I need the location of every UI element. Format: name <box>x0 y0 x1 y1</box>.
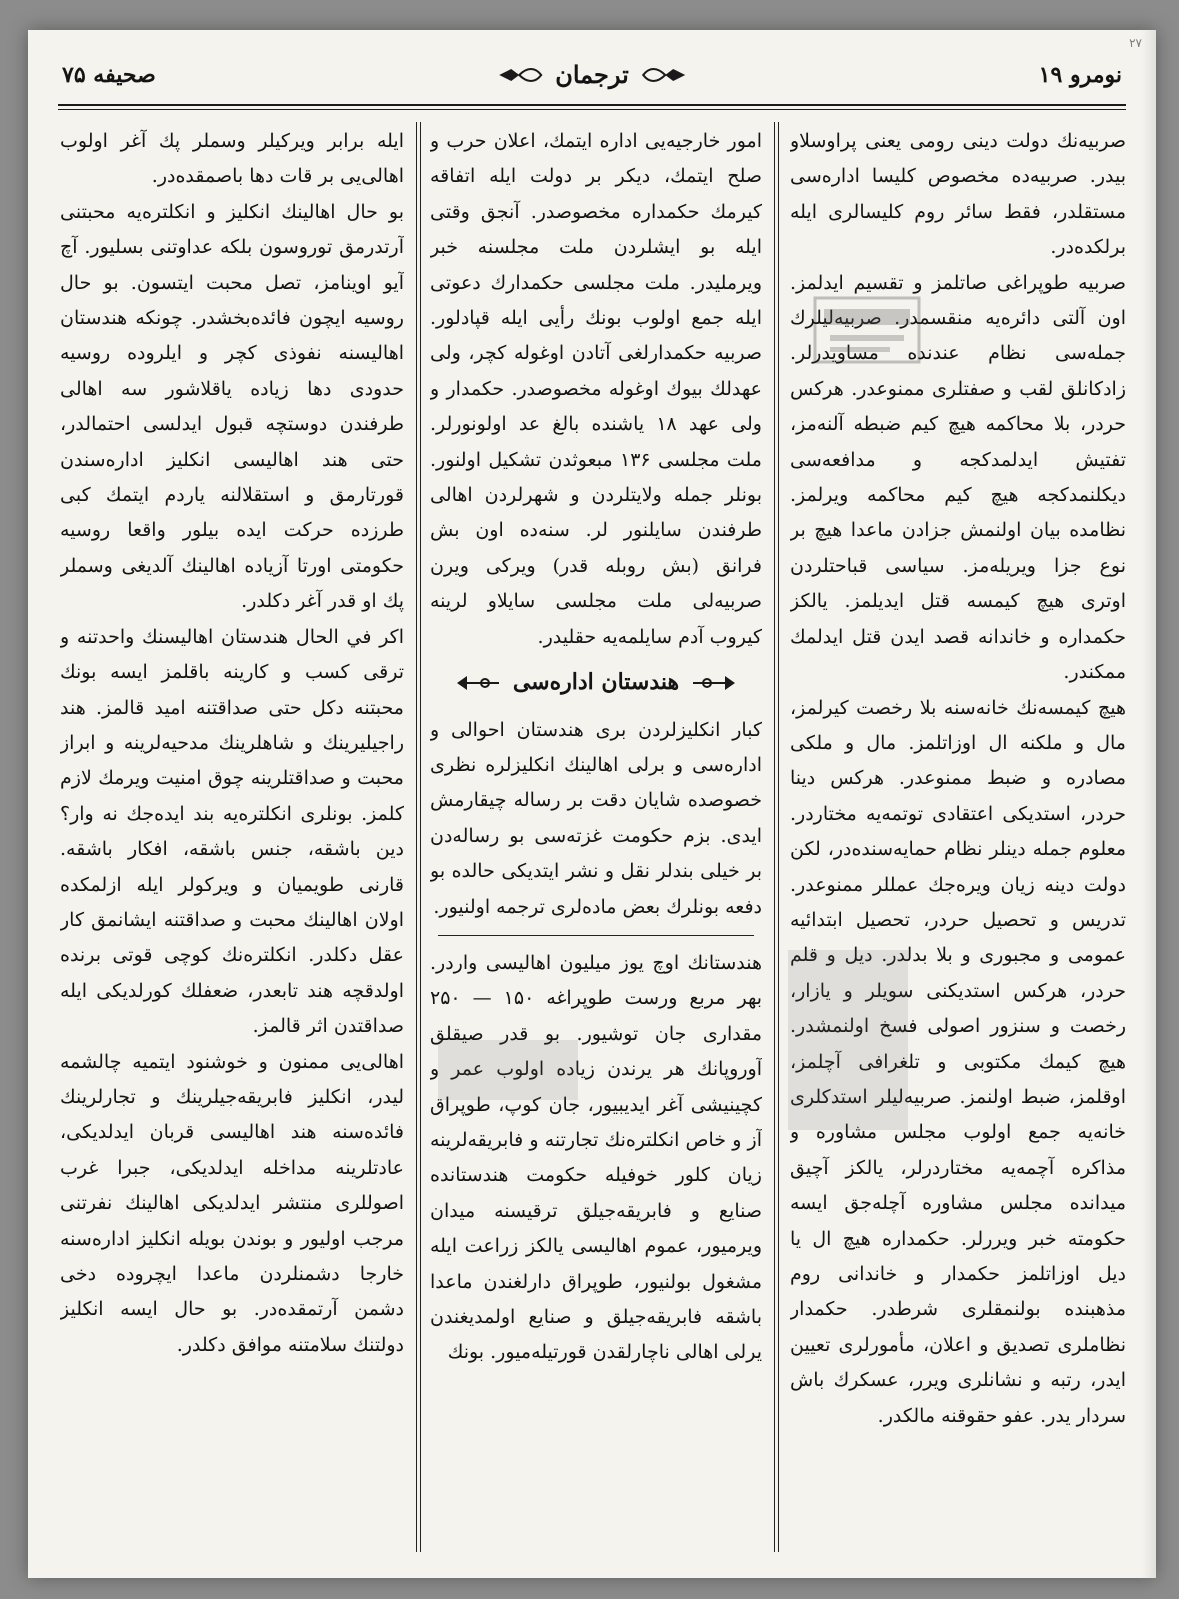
paragraph-separator <box>438 935 754 936</box>
section-title: هندستان اداره‌سى <box>512 669 680 696</box>
paragraph: ايله برابر ويركيلر وسملر پك آغر اولوب اهالى‌يى بر قات دها باصمقده‌در. <box>60 130 404 188</box>
paragraph: كبار انكليزلردن برى هندستان احوالى و اداره‌سى و برلى اهالينك انكليزلره نظرى خصوصده شايان دقت بر رساله چيقارمش ايدى. بزم حكومت غزته‌سى بو رساله‌دن بر خيلى بندلر نقل و نشر ايتديكى حالده بو دفعه بونلرك بعض ماده‌لرى ترجمه اولنيور. <box>430 718 762 918</box>
paragraph: هندستانك اوچ يوز ميليون اهاليسى واردر. بهر مربع ورست طوپراغه ۱۵۰ — ۲۵۰ مقدارى جان توشيور. بو قدر صيقلق آوروپانك هر يرندن زياده اولوب عمر و كچينيشى آغر ايديبيور، جان كوپ، طوپراق آز و خاص انكلتره‌نك تجارتنه و فابريقه‌لرينه زيان كلور خوفيله حكومت هندستانده صنايع و فابريقه‌جيلق ترقيسنه ميدان ويرميور، عموم اهاليسى يالكز زراعت ايله مشغول بولنيور، طوپراق دارلغندن ماعدا باشقه فابريقه‌جيلق و صنايع اولمديغندن يرلى اهالى ناچارلقدن قورتيله‌ميور. بونك <box>430 951 762 1364</box>
masthead-rule <box>58 104 1126 106</box>
section-heading <box>430 665 762 700</box>
paragraph: هيچ كيمسه‌نك خانه‌سنه بلا رخصت كيرلمز، مال و ملكنه ال اوزاتلمز. مال و ملكى مصادره و ضبط ممنوعدر. هركس دينا حردر، استديكى اعتقادى توتمه‌يه مختاردر. معلوم جمله دينلر نظام حمايه‌سنده‌در، لكن دولت دينه زيان ويره‌جك عمللر ممنوعدر. تدريس و تحصيل حردر، تحصيل ابتدائيه عمومى و مجبورى و بلا بدلدر. ديل و قلم حردر، هركس استديكنى سويلر و يازار، رخصت و سنزور اصولى فسخ اولنمشدر. هيچ كيمك مكتوبى و تلغرافى آچلمز، اوقلمز، ضبط اولنمز. صربيه‌ليلر استدكلرى خانه‌يه جمع اولوب مجلس مشاوره و مذاكره آچمه‌يه مختاردرلر، يالكز آچيق ميدانده مجلس مشاوره آچله‌جق ايسه حكومته خبر ويررلر. حكمداره هيچ ال يا ديل اوزاتلمز حكمدار و خاندانى روم مذهبنده بولنمقلرى شرطدر. حكمدار نظاملرى تصديق و اعلان، مأمورلرى تعيين ايدر، رتبه و نشانلرى ويرر، عسكرك باش سردار يدر. عفو حقوقنه مالكدر. <box>790 696 1126 1427</box>
stamp-bleed-through-icon <box>438 1040 578 1100</box>
heading-ornament-icon <box>455 673 501 693</box>
masthead-title-group <box>497 60 687 89</box>
page-edge-shadow <box>1142 30 1156 1578</box>
paragraph: امور خارجيه‌يى اداره ايتمك، اعلان حرب و صلح ايتمك، ديكر بر دولت ايله اتفاقه كيرمك حكمداره مخصوصدر. آنجق وقتى ايله بو ايشلردن ملت مجلسنه خبر ويرمليدر. ملت مجلسى حكمدارك دعوتى ايله جمع اولوب بونك رأيى ايله قپادلور. صربيه حكمدارلغى آتادن اوغوله كچر، ولى عهدلك بيوك اوغوله مخصوصدر. حكمدار و ولى عهد ۱۸ ياشنده بالغ عد اولونورلر. ملت مجلسى ۱۳۶ مبعوثدن تشكيل اولنور. بونلر جمله ولايتلردن و شهرلردن اهالى طرفندن سايلنور لر. سنه‌ده اون بش فرانق (بش روبله قدر) ويركى ويرن صربيه‌لى ملت مجلسى سايلاو لرينه كيروب آدم سايلمه‌يه حقليدر. <box>430 130 762 648</box>
heading-ornament-icon <box>691 673 737 693</box>
column-divider <box>778 122 779 1552</box>
paragraph: اهالى‌يى ممنون و خوشنود ايتميه چالشمه ليدر، انكليز فابريقه‌جيلرينك و تجارلرينك فائده‌سنه هند اهاليسى قربان ايدلديكى، عادتلرينه مداخله ايدلديكى، جبرا غرب اصوللرى منتشر ايدلديكى اهالينك نفرتنى مرجب اوليور و بوندن بويله انكليز اداره‌سنه خارجا دشمنلردن ماعدا ايچروده دخى دشمن آرتمقده‌در. بو حال ايسه انكليز دولتنك سلامتنه موافق دكلدر. <box>60 1050 404 1356</box>
column-divider <box>416 122 417 1552</box>
corner-mark: ۲۷ <box>1129 36 1142 50</box>
masthead <box>62 60 1122 96</box>
paragraph: اكر في الحال هندستان اهاليسنك واحدتنه و ترقى كسب و كارينه باقلمز ايسه بونك محبتنه دكل حتى صداقتنه اميد قالمز. هند راجيليرينك و شاهلرينك مدحيه‌لرينه و ابراز محبت و صداقتلرينه چوق امنيت ويرمك لازم كلمز. بونلرى انكلتره‌يه بند ايده‌جك نه وار؟ دين باشقه، جنس باشقه، افكار باشقه. قارنى طويميان و ويركولر ايله ازلمكده اولان اهالينك محبت و صداقتنه ايشانمق كار عقل دكلدر. انكلتره‌نك كوچى قوتى برنده اولدقچه هند تابعدر، ضعفلك كورلديكى ايله صداقتدن اثر قالمز. <box>60 625 404 1038</box>
masthead-rule-thin <box>58 109 1126 110</box>
right-ornament-icon <box>641 65 687 85</box>
newspaper-title: ترجمان <box>555 60 629 89</box>
paragraph: بو حال اهالينك انكليز و انكلتره‌يه محبتنى آرتدرمق توروسون بلكه عداوتنى بسليور. آچ آيو اوينامز، تصل محبت ايتسون. بو حال روسيه ايچون فائده‌بخشدر. چونكه هندستان اهاليسنه نفوذى كچر و ايلروده روسيه حدودى دها زياده ياقلاشور سه اهالى طرفندن دوستچه قبول ايدلسى احتمالدر، حتى هند اهاليسى انكليز اداره‌سندن قورتارمق و استقلالنه ياردم ايتمك كبى طرزده حركت ايده بيلور واقعا روسيه حكومتى اورتا آزياده اهالينك آلديغى وسملر پك او قدر آغر دكلدر. <box>60 200 404 613</box>
library-stamp-icon <box>812 295 922 365</box>
column-divider <box>420 122 421 1552</box>
issue-number: نومرو ۱۹ <box>1038 62 1122 88</box>
column-middle <box>430 124 762 1544</box>
paragraph: صربيه‌نك دولت دينى رومى يعنى پراوسلاو بيدر. صربيه‌ده مخصوص كليسا اداره‌سى مستقلدر، فقط سائر روم كليسالرى ايله برلكده‌در. <box>790 130 1126 259</box>
newspaper-page <box>28 30 1156 1578</box>
column-divider <box>774 122 775 1552</box>
stamp-bleed-through-icon <box>788 950 908 1130</box>
paragraph: صربيه طوپراغى صاتلمز و تقسيم ايدلمز. اون آلتى دائره‌يه منقسمدر. صربيه‌ليلرك جمله‌سى نظام عندنده مساويدرلر. زادكانلق لقب و صفتلرى ممنوعدر. هركس حردر، بلا محاكمه هيچ كيم ضبطه آلنه‌مز، تفتيش ايدلمدكجه و مدافعه‌سى ديكلنمدكجه هيچ كيم محاكمه ويرلمز. نظامده بيان اولنمش جزادن ماعدا هيچ بر نوع جزا ويريله‌مز. سياسى قباحتلردن اوترى هيچ كيمسه قتل ايديلمز. يالكز حكمداره و خاندانه قصد ايدن قتل ايدلمك ممكندر. <box>790 271 1126 684</box>
column-left <box>60 124 404 1544</box>
page-number: صحيفه ۷۵ <box>62 62 156 88</box>
left-ornament-icon <box>497 65 543 85</box>
